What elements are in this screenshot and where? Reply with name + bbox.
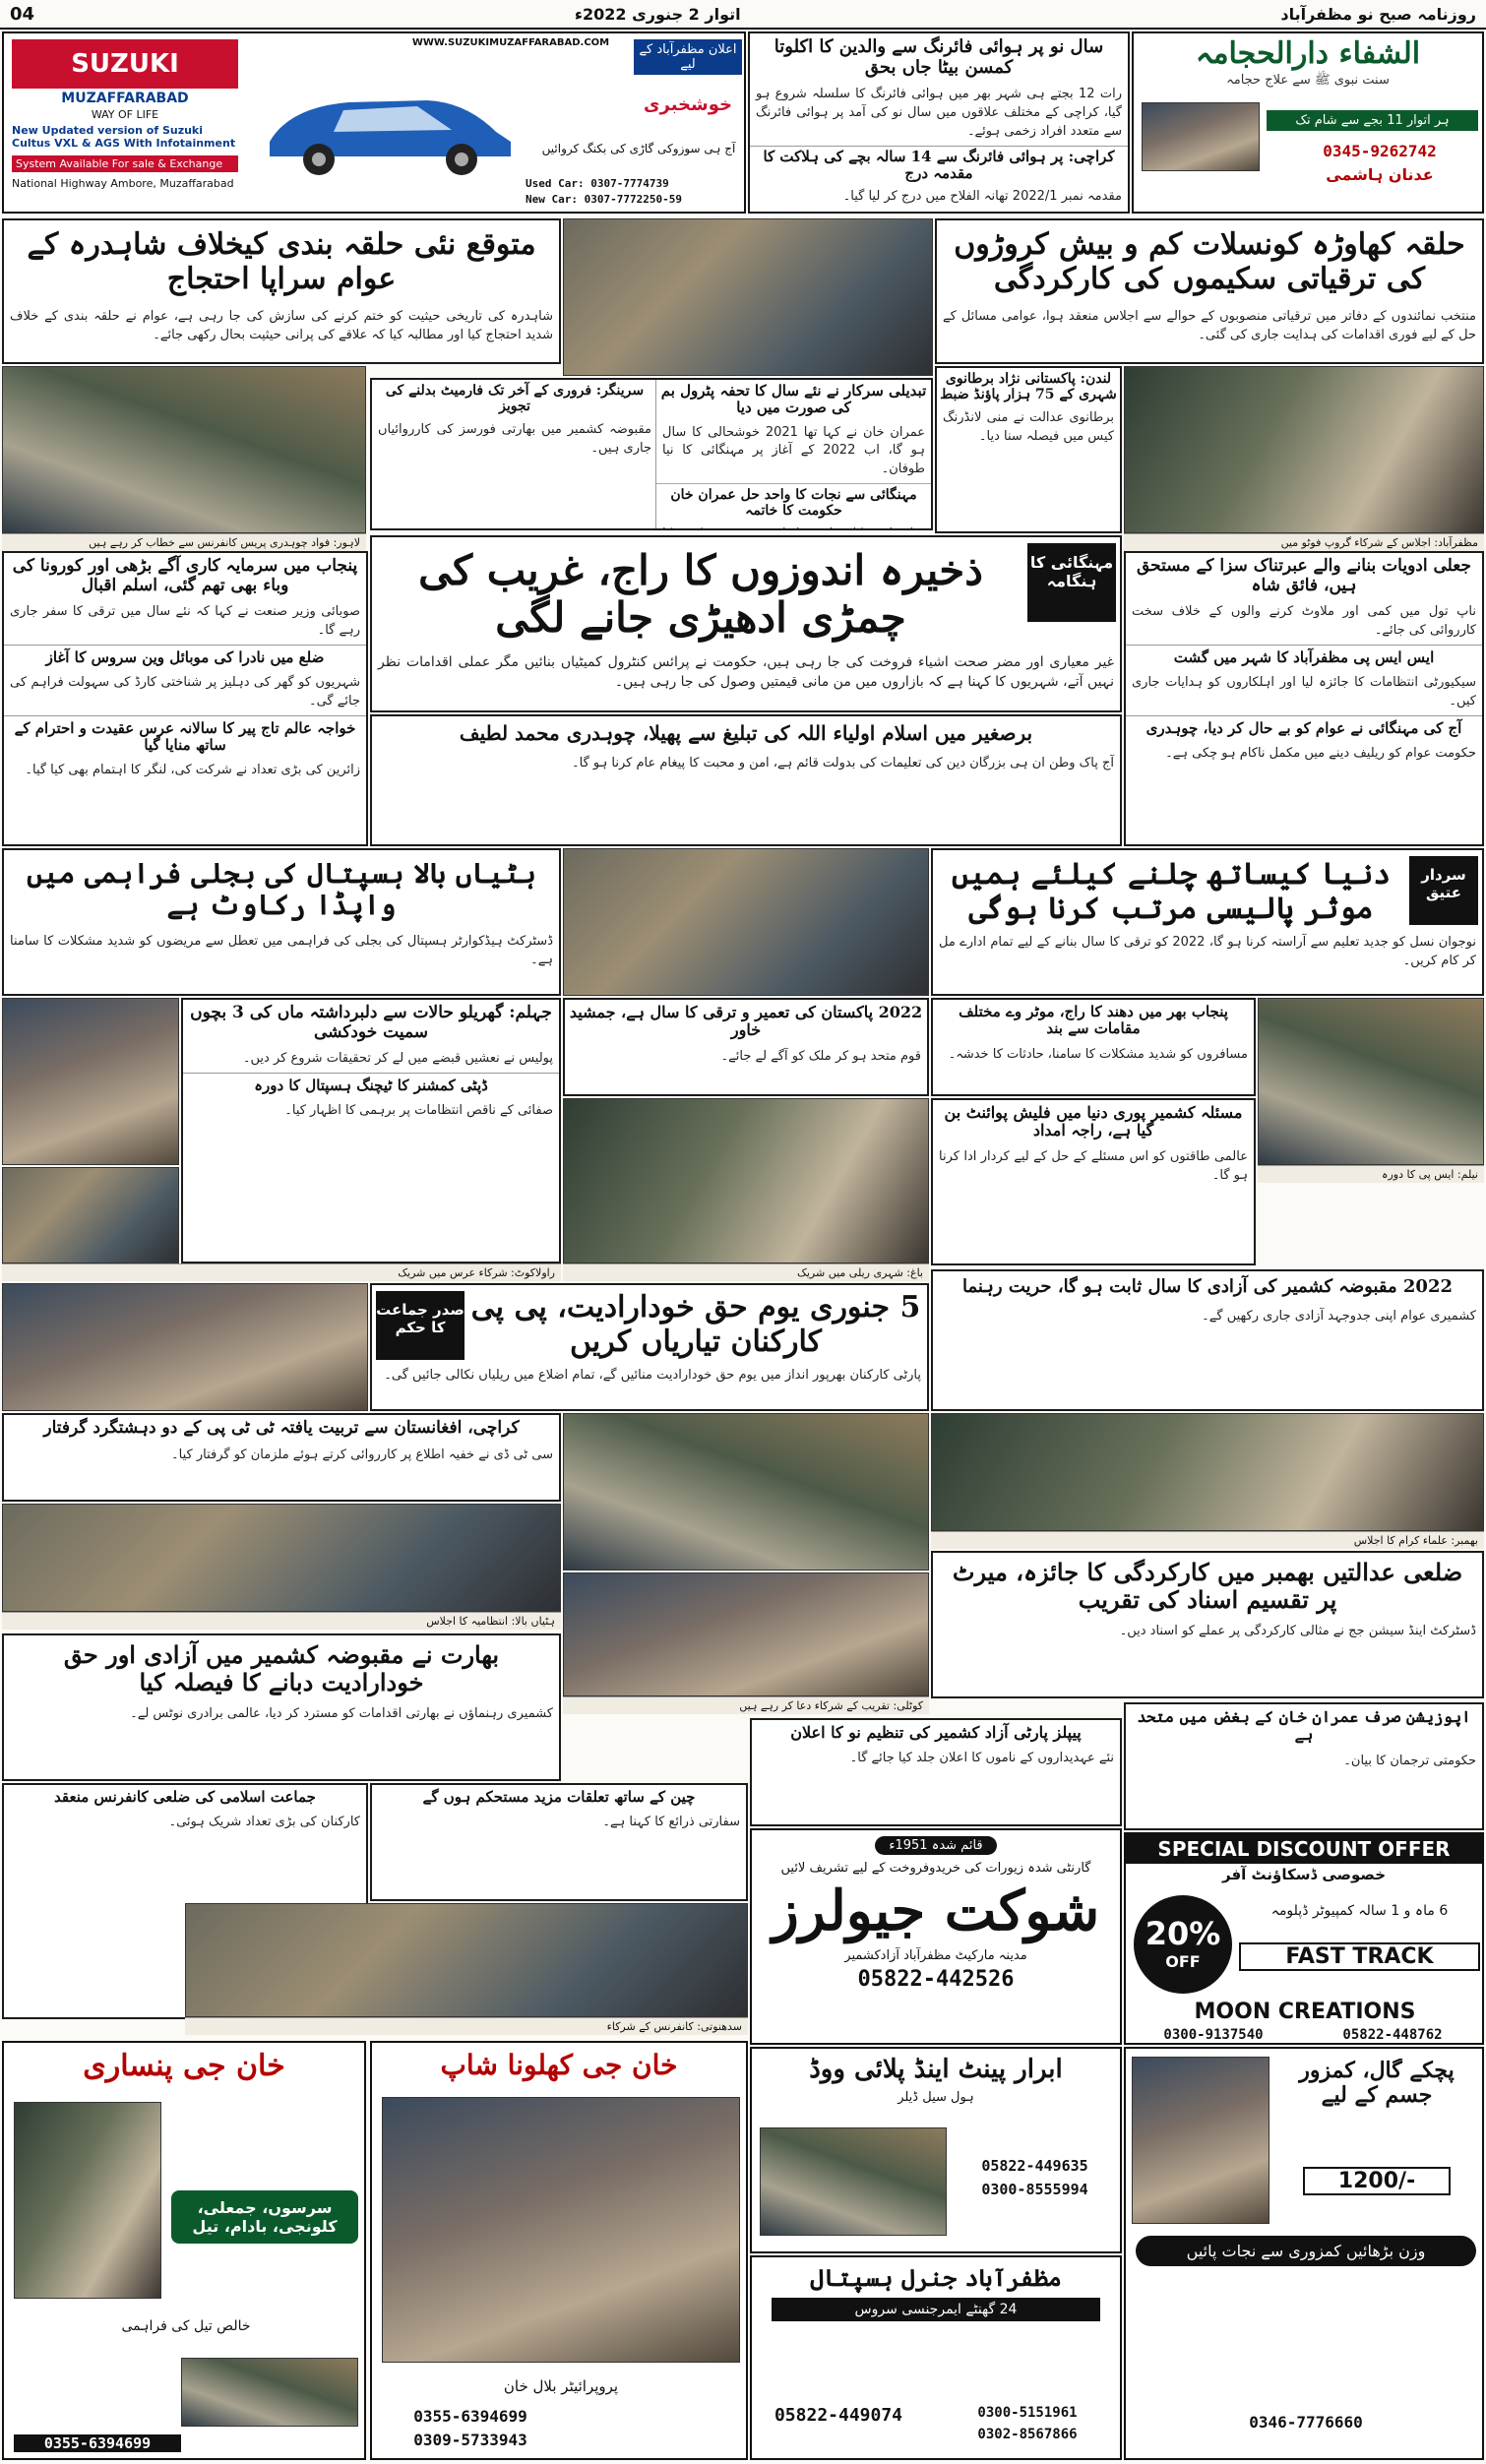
suzuki-used-car: Used Car: 0307-7774739 <box>526 177 669 190</box>
lower-story-0-body: حکومتی ترجمان کا بیان۔ <box>1343 1753 1476 1768</box>
shaukat-line: گارنٹی شدہ زیورات کی خریدوفروخت کے لیے تشریف لائیں <box>780 1861 1091 1876</box>
left-story-0-headline: پنجاب میں سرمایہ کاری آگے بڑھی اور کورونا کی وباء بھی تھم گئی، اسلم اقبال <box>12 556 358 595</box>
shifa-ad <box>1132 31 1484 214</box>
left-story-1-headline: ضلع میں نادرا کی موبائل وین سروس کا آغاز <box>4 645 366 670</box>
discount-badge <box>1134 1895 1232 1994</box>
khan-pansari-ad <box>2 2041 366 2460</box>
top-center-headline2: کراچی: پر ہوائی فائرنگ سے 14 سالہ بچے کی ہلاکت کا مقدمہ درج <box>750 146 1128 185</box>
left-story-0-body: صوبائی وزیر صنعت نے کہا کہ نئے سال میں ترقی کا سفر جاری رہے گا۔ <box>10 604 360 638</box>
top-center-headline: سال نو پر ہوائی فائرنگ سے والدین کا اکلوتا کمسن بیٹا جاں بحق <box>774 36 1104 78</box>
center-story-0-headline: تبدیلی سرکار نے نئے سال کا تحفہ پٹرول بم کی صورت میں دیا <box>660 382 927 417</box>
center-small-stories <box>370 378 933 530</box>
caption-ulama: بھمبر: علماء کرام کا اجلاس <box>931 1531 1484 1549</box>
suzuki-car-image <box>250 73 526 181</box>
paint-product-photo <box>760 2127 947 2236</box>
bodybuilding-title: پچکے گال، کمزور جسم کے لیے <box>1299 2059 1455 2109</box>
paper-name: روزنامہ صبح نو مظفرآباد <box>1280 4 1476 24</box>
pansari-line: خالص تیل کی فراہمی <box>121 2318 251 2334</box>
mid-story-3-body: صفائی کے ناقص انتظامات پر برہمی کا اظہار کیا۔ <box>284 1103 553 1119</box>
right-story-0-headline: جعلی ادویات بنانے والے عبرتناک سزا کے مستحق ہیں، فائق شاہ <box>1136 556 1472 595</box>
kashmir-right-box <box>931 1269 1484 1411</box>
hospital-story <box>2 848 561 996</box>
hospital-ad-title: مظفرآباد جنرل ہسپتال <box>810 2263 1062 2292</box>
india-body: کشمیری رہنماؤں نے بھارتی اقدامات کو مسترد کر دیا، عالمی برادری نوٹس لے۔ <box>130 1706 553 1722</box>
mid-story-1-headline: پنجاب بھر میں دھند کا راج، موٹر وے مختلف مقامات سے بند <box>959 1003 1228 1038</box>
photo-urs <box>2 1167 179 1263</box>
caption-seminar: سدھنوتی: کانفرنس کے شرکاء <box>185 2017 748 2035</box>
right-col-stories <box>1124 551 1484 846</box>
photo-police-officer <box>1258 998 1484 1165</box>
hospital-body: ڈسٹرکٹ ہیڈکوارٹر ہسپتال کی بجلی کی فراہمی میں تعطل سے مریضوں کو شدید مشکلات کا سامنا ہے۔ <box>10 934 553 968</box>
shaukat-phone: 05822-442526 <box>857 1966 1015 1992</box>
ppp-headline: 5 جنوری یوم حق خودارادیت، پی پی کارکنان تیاریاں کریں <box>470 1290 921 1359</box>
left-col-stories <box>2 551 368 846</box>
mid-story-0-headline: 2022 پاکستان کی تعمیر و ترقی کا سال ہے، جمشید خاور <box>569 1003 923 1040</box>
lower-story-1-body: نئے عہدیداروں کے ناموں کا اعلان جلد کیا جائے گا۔ <box>849 1751 1114 1766</box>
second-lead <box>931 848 1484 996</box>
islam-body: آج پاک وطن ان ہی بزرگان دین کی تعلیمات کی بدولت قائم ہے، امن و محبت کا پیغام عام کرنا ہو گا۔ <box>572 756 1114 770</box>
hospital-ad-phone3: 0302-8567866 <box>977 2427 1078 2442</box>
suzuki-urdu-offer: آج ہی سوزوکی گاڑی کی بکنگ کروائیں <box>541 142 736 155</box>
story-2022-body: کشمیری عوام اپنی جدوجہد آزادی جاری رکھیں گے۔ <box>1202 1308 1476 1324</box>
photo-ulama <box>931 1413 1484 1531</box>
lower-stories-center <box>750 1718 1122 1826</box>
suzuki-khushkhabri: خوشخبری <box>644 94 732 115</box>
photo-group-outdoor <box>563 1098 929 1263</box>
suzuki-website: WWW.SUZUKIMUZAFFARABAD.COM <box>411 37 610 48</box>
hospital-ad-phone1: 05822-449074 <box>774 2405 903 2426</box>
india-story <box>2 1633 561 1781</box>
mid-story-1-body: مسافروں کو شدید مشکلات کا سامنا، حادثات کا خدشہ۔ <box>948 1046 1248 1062</box>
story-right-top-body: منتخب نمائندوں کے دفاتر میں ترقیاتی منصوبوں کے حوالے سے اجلاس منعقد ہوا، عوامی مسائل کے حل کے لیے فوری اقدامات کی ہدایت جاری کی گئی۔ <box>943 309 1476 342</box>
bodybuilding-price: 1200/- <box>1303 2167 1451 2195</box>
shifa-title: الشفاء دارالحجامہ <box>1195 36 1421 71</box>
mid-story-0-body: قوم متحد ہو کر ملک کو آگے لے جائے۔ <box>720 1048 921 1064</box>
hospital-ad <box>750 2255 1122 2460</box>
lead-headline: ذخیرہ اندوزوں کا راج، غریب کی چمڑی ادھیڑی جانے لگی <box>418 546 983 643</box>
suzuki-system: System Available For sale & Exchange <box>12 155 238 172</box>
photo-officials <box>2 998 179 1165</box>
suzuki-urdu-call: اعلان مظفرآباد کے لیے <box>634 39 742 75</box>
hospital-headline: ہٹیاں بالا ہسپتال کی بجلی فراہمی میں واپڈا رکاوٹ ہے <box>27 857 536 922</box>
lower-stories-mid <box>370 1783 748 1901</box>
bodybuilder-photo <box>1132 2057 1269 2224</box>
caption-dua: کوٹلی: تقریب کے شرکاء دعا کر رہے ہیں <box>563 1696 929 1714</box>
caption-bagh: باغ: شہری ریلی میں شریک <box>563 1263 929 1281</box>
top-center-body2: مقدمہ نمبر 2022/1 تھانہ الفلاح میں درج کر لیا گیا۔ <box>842 189 1122 205</box>
discount-fast-track: FAST TRACK <box>1239 1942 1480 1971</box>
lower-story-2-body: سفارتی ذرائع کا کہنا ہے۔ <box>602 1815 740 1830</box>
toy-photo <box>382 2097 740 2363</box>
hospital-ad-sub: 24 گھنٹے ایمرجنسی سروس <box>772 2298 1100 2321</box>
photo-office-meeting <box>1124 366 1484 533</box>
discount-ad <box>1124 1832 1484 2045</box>
photo-prayer-group <box>563 848 929 996</box>
toy-ad <box>370 2041 748 2460</box>
pansari-items: سرسوں، جمعلی، کلونجی، بادام، تیل <box>171 2190 358 2244</box>
masthead-date: اتوار 2 جنوری 2022ء <box>574 4 741 24</box>
lead-kicker: مہنگائی کا ہنگامہ <box>1027 543 1116 622</box>
center-story-1-headline: لندن: پاکستانی نژاد برطانوی شہری کے 75 ہزار پاؤنڈ ضبط <box>940 371 1117 403</box>
right-story-2-headline: آج کی مہنگائی نے عوام کو بے حال کر دیا، چوہدری <box>1126 715 1482 741</box>
pansari-spices-photo <box>181 2358 358 2427</box>
discount-phone2: 05822-448762 <box>1342 2027 1443 2043</box>
left-story-2-body: زائرین کی بڑی تعداد نے شرکت کی، لنگر کا اہتمام بھی کیا گیا۔ <box>25 763 360 778</box>
caption-nelum: نیلم: ایس پی کا دورہ <box>1258 1165 1484 1183</box>
discount-percent: 20% <box>1145 1915 1221 1952</box>
center-story-3-body: مقبوضہ کشمیر میں بھارتی فورسز کی کارروائیاں جاری ہیں۔ <box>378 422 651 457</box>
center-story-1 <box>935 366 1122 533</box>
story-left-top-headline: متوقع نئی حلقہ بندی کیخلاف شاہدرہ کے عوام سراپا احتجاج <box>27 227 536 296</box>
shifa-sub: سنت نبوی ﷺ سے علاج حجامہ <box>1226 72 1390 88</box>
hospital-ad-phone2: 0300-5151961 <box>977 2405 1078 2421</box>
car-icon <box>250 73 526 181</box>
lower-story-3-body: کارکنان کی بڑی تعداد شریک ہوئی۔ <box>168 1815 360 1830</box>
left-story-1-body: شہریوں کو گھر کی دہلیز پر شناختی کارڈ کی سہولت فراہم کی جائے گی۔ <box>10 675 360 708</box>
mid-story-3-headline: ڈپٹی کمشنر کا ٹیچنگ ہسپتال کا دورہ <box>183 1073 559 1098</box>
left-story-2-headline: خواجہ عالم تاج پیر کا سالانہ عرس عقیدت و احترام کے ساتھ منایا گیا <box>4 715 366 759</box>
ppp-story <box>370 1283 929 1411</box>
shaukat-address: مدینہ مارکیٹ مظفرآباد آزادکشمیر <box>844 1947 1027 1963</box>
photo-hall-meeting <box>2 1504 561 1612</box>
toy-owner: پروپرائیٹر بلال خان <box>503 2377 619 2395</box>
paint-ad <box>750 2047 1122 2253</box>
suzuki-address: National Highway Ambore, Muzaffarabad <box>12 177 234 190</box>
islam-headline: برصغیر میں اسلام اولیاء اللہ کی تبلیغ سے پھیلا، چوہدری محمد لطیف <box>459 721 1033 745</box>
discount-phone1: 0300-9137540 <box>1163 2027 1264 2043</box>
pansari-phone: 0355-6394699 <box>14 2434 181 2452</box>
lower-stories-right <box>1124 1702 1484 1830</box>
lower-story-1-headline: پیپلز پارٹی آزاد کشمیر کی تنظیم نو کا اعلان <box>790 1723 1082 1742</box>
kashmir-story <box>931 1098 1256 1265</box>
shaukat-name: شوکت جیولرز <box>772 1879 1100 1943</box>
toy-phone1: 0355-6394699 <box>413 2407 527 2426</box>
shaukat-since: قائم شدہ 1951ء <box>875 1836 997 1855</box>
caption-hall: ہٹیاں بالا: انتظامیہ کا اجلاس <box>2 1612 561 1630</box>
suzuki-promo: New Updated version of Suzuki Cultus VXL & AGS With Infotainment <box>12 124 236 150</box>
pansari-machine-photo <box>14 2102 161 2299</box>
center-story-2-body <box>656 522 931 530</box>
discount-title: SPECIAL DISCOUNT OFFER <box>1126 1834 1482 1864</box>
center-story-0-body: عمران خان نے کہا تھا 2021 خوشحالی کا سال ہو گا، اب 2022 کے آغاز پر مہنگائی کا نیا طوفان۔ <box>662 424 925 477</box>
photo-meeting-left <box>2 1283 368 1411</box>
judiciary-headline: ضلعی عدالتیں بھمبر میں کارکردگی کا جائزہ، میرٹ پر تقسیم اسناد کی تقریب <box>952 1558 1463 1614</box>
islam-story <box>370 714 1122 846</box>
right-story-1-headline: ایس ایس پی مظفرآباد کا شہر میں گشت <box>1126 645 1482 670</box>
second-lead-headline: دنیا کیساتھ چلنے کیلئے ہمیں موثر پالیسی مرتب کرنا ہوگی <box>951 857 1392 926</box>
suzuki-new-car: New Car: 0307-7772250-59 <box>526 193 682 206</box>
discount-off: OFF <box>1165 1952 1201 1971</box>
lower-story-3-headline: جماعت اسلامی کی ضلعی کانفرنس منعقد <box>54 1788 316 1806</box>
paint-phone2: 0300-8555994 <box>981 2181 1088 2198</box>
story-right-top-headline: حلقہ کھاوڑہ کونسلات کم و بیش کروڑوں کی ترقیاتی سکیموں کی کارکردگی <box>954 227 1465 296</box>
story-left-top-body: شاہدرہ کی تاریخی حیثیت کو ختم کرنے کی سازش کی جا رہی ہے، عوام نے حلقہ بندی کے خلاف شدید احتجاج کیا اور مطالبہ کیا کہ علاقے کی پرانی حیثیت بحال رکھی جائے۔ <box>10 309 553 342</box>
judiciary-body: ڈسٹرکٹ اینڈ سیشن جج نے مثالی کارکردگی پر عملے کو اسناد دیں۔ <box>1119 1624 1476 1639</box>
bodybuilding-ad <box>1124 2047 1484 2460</box>
photo-imran-meeting <box>563 218 933 376</box>
bodybuilding-line: وزن بڑھائیں کمزوری سے نجات پائیں <box>1136 2236 1476 2266</box>
mid-story-2-body: پولیس نے نعشیں قبضے میں لے کر تحقیقات شروع کر دیں۔ <box>242 1051 553 1067</box>
karachi-headline: کراچی، افغانستان سے تربیت یافتہ ٹی ٹی پی کے دو دہشتگرد گرفتار <box>43 1418 520 1438</box>
caption-fawad: لاہور: فواد چوہدری پریس کانفرنس سے خطاب کر رہے ہیں <box>2 533 366 551</box>
suzuki-logo: SUZUKI <box>12 39 238 89</box>
india-headline: بھارت نے مقبوضہ کشمیر میں آزادی اور حق خودارادیت دبانے کا فیصلہ کیا <box>63 1640 500 1696</box>
masthead <box>0 0 1486 30</box>
mid-stories-right <box>931 998 1256 1096</box>
discount-course: 6 ماہ و 1 سالہ کمپیوٹر ڈپلومہ <box>1270 1903 1449 1919</box>
kashmir-body: عالمی طاقتوں کو اس مسئلے کے حل کے لیے کردار ادا کرنا ہو گا۔ <box>939 1148 1248 1183</box>
story-left-top <box>2 218 561 364</box>
top-center-body: رات 12 بجتے ہی شہر بھر میں ہوائی فائرنگ کا سلسلہ شروع ہو گیا، کراچی کے مختلف علاقوں میں سال نو کی آمد پر ہوائی فائرنگ سے متعدد افراد زخمی ہوئے۔ <box>756 87 1123 140</box>
story-2022-headline: 2022 مقبوضہ کشمیر کی آزادی کا سال ثابت ہو گا، حریت رہنما <box>961 1276 1453 1297</box>
paint-sub: ہول سیل ڈیلر <box>898 2090 974 2105</box>
discount-urdu: خصوصی ڈسکاؤنٹ آفر <box>1221 1866 1387 1883</box>
caption-urs: راولاکوٹ: شرکاء عرس میں شریک <box>2 1263 561 1281</box>
second-lead-kicker: سردار عتیق <box>1409 856 1478 925</box>
right-story-2-body: حکومت عوام کو ریلیف دینے میں مکمل ناکام ہو چکی ہے۔ <box>1165 745 1476 761</box>
shifa-timing: ہر اتوار 11 بجے سے شام تک <box>1267 110 1478 131</box>
shifa-contact: عدنان ہاشمی <box>1326 165 1434 184</box>
discount-moon: MOON CREATIONS <box>1194 2000 1416 2024</box>
kashmir-headline: مسئلہ کشمیر پوری دنیا میں فلیش پوائنٹ بن گیا ہے، راجہ امداد <box>944 1103 1243 1140</box>
paint-phone1: 05822-449635 <box>981 2157 1088 2175</box>
photo-dua <box>563 1572 929 1696</box>
mid-stories-left <box>181 998 561 1263</box>
photo-seminar <box>185 1903 748 2017</box>
shifa-photo <box>1142 102 1260 171</box>
mid-story-2-headline: جہلم: گھریلو حالات سے دلبرداشتہ ماں کی 3 بچوں سمیت خودکشی <box>190 1003 552 1042</box>
suzuki-city: MUZAFFARABAD <box>61 91 189 106</box>
lower-story-2-headline: چین کے ساتھ تعلقات مزید مستحکم ہوں گے <box>422 1788 696 1806</box>
paint-title: ابرار پینٹ اینڈ پلائی ووڈ <box>809 2055 1063 2084</box>
top-center-story <box>748 31 1130 214</box>
toy-title: خان جی کھلونا شاپ <box>440 2049 678 2081</box>
karachi-story <box>2 1413 561 1502</box>
lead-story <box>370 535 1122 712</box>
toy-phone2: 0309-5733943 <box>413 2431 527 2449</box>
judiciary-story <box>931 1551 1484 1698</box>
center-story-3-headline: سرینگر: فروری کے آخر تک فارمیٹ بدلنے کی تجویز <box>385 383 645 415</box>
lead-body: غیر معیاری اور مضر صحت اشیاء فروخت کی جا رہی ہیں، حکومت نے پرائس کنٹرول کمیٹیاں بنائیں مگر عملی اقدامات نظر نہیں آتے، شہریوں کا کہنا ہے کہ بازاروں میں من مانی قیمتیں وصول کی جا رہی ہیں۔ <box>378 653 1114 690</box>
right-story-0-body: ناپ تول میں کمی اور ملاوٹ کرنے والوں کے خلاف سخت کارروائی کی جائے۔ <box>1132 604 1476 638</box>
photo-fawad-presser <box>2 366 366 533</box>
right-story-1-body: سیکیورٹی انتظامات کا جائزہ لیا اور اہلکاروں کو ہدایات جاری کیں۔ <box>1132 675 1476 708</box>
pansari-title: خان جی پنساری <box>83 2049 285 2083</box>
caption-office: مظفرآباد: اجلاس کے شرکاء گروپ فوٹو میں <box>1124 533 1484 551</box>
shifa-phone: 0345-9262742 <box>1323 142 1437 160</box>
lower-story-0-headline: اپوزیشن صرف عمران خان کے بغض میں متحد ہے <box>1137 1707 1471 1745</box>
shaukat-ad <box>750 1828 1122 2045</box>
center-story-1-body: برطانوی عدالت نے منی لانڈرنگ کیس میں فیصلہ سنا دیا۔ <box>943 410 1114 445</box>
story-right-top <box>935 218 1484 364</box>
mid-stories-center <box>563 998 929 1096</box>
ppp-body: پارٹی کارکنان بھرپور انداز میں یوم حق خودارادیت منائیں گے، تمام اضلاع میں ریلیاں نکالی جائیں گی۔ <box>384 1368 921 1383</box>
second-lead-body: نوجوان نسل کو جدید تعلیم سے آراستہ کرنا ہو گا، 2022 کو ترقی کا سال بنانے کے لیے تمام ادارے مل کر کام کریں۔ <box>939 935 1477 968</box>
page-number: 04 <box>10 3 35 25</box>
karachi-body: سی ٹی ڈی نے خفیہ اطلاع پر کارروائی کرتے ہوئے ملزمان کو گرفتار کیا۔ <box>171 1447 553 1462</box>
ppp-kicker: صدر جماعت کا حکم <box>376 1291 464 1360</box>
suzuki-tagline: WAY OF LIFE <box>91 108 159 121</box>
center-story-2-headline: مہنگائی سے نجات کا واحد حل عمران خان حکومت کا خاتمہ <box>656 483 931 522</box>
bodybuilding-phone: 0346-7776660 <box>1249 2413 1363 2432</box>
photo-conference <box>563 1413 929 1571</box>
suzuki-ad <box>2 31 746 214</box>
